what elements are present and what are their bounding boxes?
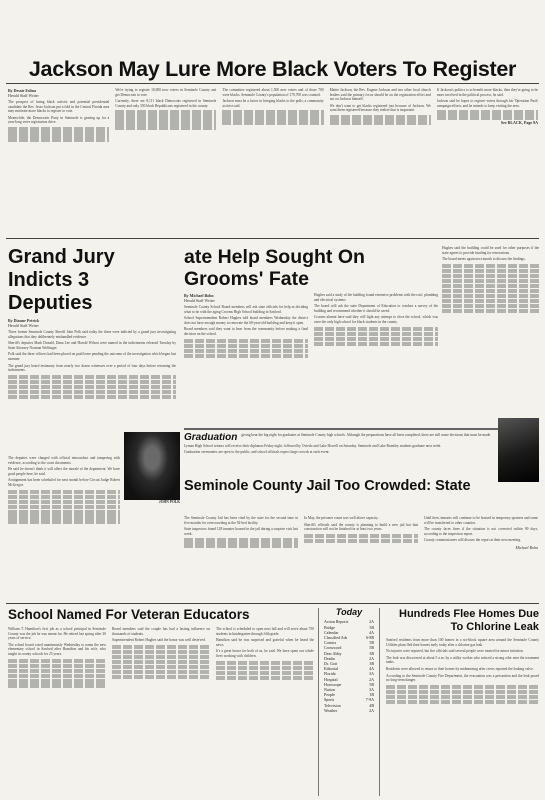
chlorine-paragraph: No injuries were reported, but fire officials said several people were treated for minor irritation. bbox=[386, 649, 524, 654]
lead-column-1 bbox=[8, 88, 109, 234]
index-section: Television bbox=[324, 702, 341, 708]
state-help-headline: ate Help Sought On Grooms' Fate bbox=[184, 246, 365, 290]
jail-column-1 bbox=[184, 516, 298, 600]
index-section: Dear Abby bbox=[324, 650, 342, 656]
lead-paragraph: Jackson must be a factor in bringing blacks to the polls, a community activist said. bbox=[222, 99, 324, 108]
index-page: 3A bbox=[369, 687, 374, 693]
index-section: Bridge bbox=[324, 624, 335, 630]
lead-story bbox=[6, 58, 539, 81]
lead-paragraph: We're trying to register 10,000 new voters in Seminole County and get Democrats to vote. bbox=[115, 88, 217, 97]
jury-paragraph: Polk said the three officers had been placed on paid leave pending the outcome of the investigation which began last summer. bbox=[8, 352, 176, 361]
state-help-paragraph: Seminole County School Board members will ask state officials for help in deciding what to do with the aging Crooms High School building in Sanford. bbox=[184, 305, 308, 314]
state-help-paragraph: The board meets again next month to discuss the findings. bbox=[442, 257, 526, 262]
jury-body-lower bbox=[8, 456, 120, 596]
jail-paragraph: Until then, inmates will continue to be housed in temporary quarters and some will be transferred to other counties. bbox=[424, 516, 538, 525]
jail-credit: Michael Bohn bbox=[515, 544, 538, 550]
jury-paragraph: He said he doesn't think it will affect the morale of the department. We have good people here, he said. bbox=[8, 467, 120, 476]
index-page: 2A bbox=[369, 676, 374, 682]
index-page: 3B bbox=[369, 661, 374, 667]
chlorine-headline-block bbox=[384, 608, 539, 634]
lead-rule bbox=[0, 83, 545, 84]
index-section: Horoscope bbox=[324, 681, 342, 687]
jail-paragraph: County commissioners will discuss the report at their next meeting. bbox=[424, 538, 522, 543]
lead-continued: See BLACK, Page 9A bbox=[500, 120, 538, 126]
index-section: Deaths bbox=[324, 655, 336, 661]
jail-headline: Seminole County Jail Too Crowded: State bbox=[184, 478, 471, 494]
lead-paragraph: If Jackson's politics is to benefit more blacks, then they're going to be more involved in the political process, he said. bbox=[436, 88, 538, 97]
state-help-paragraph: Hughes said a study of the building found extensive problems with the roof, plumbing and electrical systems. bbox=[314, 293, 438, 302]
index-section: Calendar bbox=[324, 629, 339, 635]
index-row bbox=[322, 708, 376, 713]
jury-headline-block bbox=[8, 246, 120, 315]
jail-paragraph: In May, the prisoner count was well above capacity. bbox=[304, 516, 379, 520]
index-page: 5B bbox=[369, 640, 374, 646]
jail-paragraph: State inspectors found 128 inmates housed in the jail during a surprise visit last week. bbox=[184, 527, 298, 536]
lead-byline-org: Herald Staff Writer bbox=[8, 93, 39, 98]
index-table bbox=[322, 619, 376, 713]
lead-column-5 bbox=[437, 88, 538, 234]
graduation-paragraph: giving hear the big night for graduates at Seminole County high schools. Although the preparations have all been completed, there are still some decisions that must be made. bbox=[241, 433, 492, 437]
jury-paragraph: Arraignment has been scheduled for next month before Circuit Judge Robert McGregor. bbox=[8, 478, 120, 487]
jail-column-2 bbox=[304, 516, 418, 600]
graduation-photo bbox=[498, 418, 539, 482]
index-section: Dr. Gott bbox=[324, 661, 338, 667]
jury-paragraph: The grand jury heard testimony from nearly two dozen witnesses over a period of four days before returning the indictments. bbox=[8, 363, 176, 373]
lead-byline: By Dessie Eslina bbox=[8, 88, 37, 93]
state-help-paragraph: Crooms alumni have said they will fight any attempt to close the school, which was once the only high school for black students in the county. bbox=[314, 315, 438, 324]
lead-paragraph: We don't want to get blacks registered just because of Jackson. We want them registered because they realize that is important. bbox=[329, 103, 431, 113]
school-paragraph: It's a great honor for both of us, he said. We have spent our whole lives working with children. bbox=[216, 649, 314, 658]
chlorine-paragraph: The leak was discovered at about 5 a.m. by a utility worker who noticed a strong odor near the treatment tanks. bbox=[386, 655, 539, 665]
index-section: Crossword bbox=[324, 645, 342, 651]
jury-photo-caption: JOHN POLK bbox=[158, 500, 180, 504]
index-page: 3B bbox=[369, 650, 374, 656]
school-paragraph: The school is scheduled to open next fall and will serve about 750 students in kindergarten through fifth grade. bbox=[216, 627, 314, 636]
index-page: 5B bbox=[369, 645, 374, 651]
index-page: 4A bbox=[369, 666, 374, 672]
graduation-paragraph: Graduation ceremonies are open to the public, and school officials expect large crowds at each event. bbox=[184, 450, 330, 455]
jury-photo bbox=[124, 432, 180, 508]
index-page: 2A bbox=[369, 619, 374, 625]
school-column-3 bbox=[216, 627, 314, 795]
jury-paragraph: Three former Seminole County Sheriff John Polk said today the three were indicted by a grand jury investigating allegations that they deliberately mishandled evidence. bbox=[8, 330, 176, 339]
index-section: People bbox=[324, 692, 335, 698]
lead-paragraph: Currently, there are 8,111 black Democrats registered in Seminole County and only 350 black Republicans registered in the county. bbox=[115, 99, 217, 108]
school-column-2 bbox=[112, 627, 210, 795]
chlorine-paragraph: Residents were allowed to return to their homes by midmorning after crews repaired the leaking valve. bbox=[386, 666, 534, 671]
sheriff-photo bbox=[124, 432, 180, 500]
school-headline-block bbox=[8, 608, 308, 622]
jail-paragraph: Sheriff's officials said the county is planning to build a new jail but that construction will not be finished for at least two years. bbox=[304, 522, 418, 532]
state-help-body bbox=[184, 293, 438, 428]
jury-paragraph: Sheriff's deputies Mark Donald, Dana Lee and Harold Wilson were named in the indictments released Tuesday by State Attorney Norman Wolfinger. bbox=[8, 341, 176, 350]
state-help-column-2 bbox=[314, 293, 438, 428]
index-section: Nation bbox=[324, 687, 335, 693]
section-divider bbox=[6, 238, 539, 239]
index-section: Hospital bbox=[324, 676, 338, 682]
school-paragraph: Hamilton said he was surprised and grateful when he heard the news. bbox=[216, 638, 314, 647]
graduation-rule bbox=[184, 428, 539, 430]
index-page: 1B bbox=[369, 692, 374, 698]
school-paragraph: The school board voted unanimously Wednesday to name the new elementary school in Sanford after Hamilton and his wife, who taught in county schools for 25 years. bbox=[8, 642, 106, 656]
jury-byline-org: Herald Staff Writer bbox=[8, 323, 39, 328]
index-page: 2A bbox=[369, 707, 374, 713]
index-section: Editorial bbox=[324, 666, 338, 672]
graduation-paragraph: Lyman High School seniors will receive their diplomas Friday night, followed by Oviedo and Lake Howell on Saturday. Seminole and Lake Brantley students graduate next week. bbox=[184, 443, 442, 448]
lead-column-4 bbox=[330, 88, 431, 234]
school-paragraph: Superintendent Robert Hughes said the honor was well deserved. bbox=[112, 638, 206, 643]
lead-paragraph: Jackson said he hopes to register voters through his 'Operation Push' campaign efforts, and he intends to keep visiting the area. bbox=[436, 99, 538, 108]
state-help-byline-org: Herald Staff Writer bbox=[184, 298, 215, 303]
state-help-paragraph: The board will ask the state Department of Education to conduct a survey of the building and recommend whether it should be saved. bbox=[314, 304, 438, 313]
state-help-paragraph: Board members said they want to hear from the community before making a final decision on the school. bbox=[184, 327, 308, 336]
chlorine-paragraph: According to the Seminole County Fire Department, the evacuation was a precaution and the leak posed no long-term danger. bbox=[386, 673, 539, 683]
lead-body bbox=[8, 88, 538, 234]
lead-headline: Jackson May Lure More Black Voters To Register bbox=[28, 57, 517, 81]
school-paragraph: Board members said the couple has had a lasting influence on thousands of students. bbox=[112, 627, 210, 636]
lead-paragraph: Mattie Jackson, the Rev. Eugene Jackson and two other local church leaders said the primary focus should be on the registration effort and not on Jackson himself. bbox=[329, 88, 431, 102]
index-heading: Today bbox=[335, 608, 363, 617]
index-page: 6-8B bbox=[366, 635, 374, 641]
jail-column-3 bbox=[424, 516, 538, 600]
school-paragraph: William T. Hamilton's first job as a school principal in Seminole County was the job he was meant for. He retired last spring after 30 years of service. bbox=[8, 627, 106, 641]
state-help-paragraph: Hughes said the building could be used for other purposes if the state agrees to provide funding for renovations. bbox=[442, 246, 539, 255]
lead-paragraph: Meanwhile, the Democratic Party in Seminole is gearing up for a year-long voter registration drive. bbox=[8, 115, 110, 125]
index-section: Comics bbox=[324, 640, 337, 646]
state-help-byline: By Michael Bohn bbox=[184, 293, 214, 298]
index-section: Sports bbox=[324, 697, 335, 703]
index-page: 5B bbox=[369, 624, 374, 630]
lead-column-3 bbox=[222, 88, 323, 234]
jail-paragraph: The Seminole County Jail has been cited by the state for the second time in five months for overcrowding at the 92-bed facility. bbox=[184, 516, 298, 525]
jail-headline-block bbox=[184, 478, 494, 495]
state-help-column-1 bbox=[184, 293, 308, 428]
index-page: 7-9A bbox=[365, 697, 374, 703]
index-section: Action Reports bbox=[324, 619, 349, 625]
index-page: 3A bbox=[369, 671, 374, 677]
index-section: Classified Ads bbox=[324, 635, 348, 641]
state-help-paragraph: School Superintendent Robert Hughes told board members Wednesday the district does not have enough money to renovate the 60-year-old building and keep it open. bbox=[184, 316, 308, 325]
index-page: 4A bbox=[369, 629, 374, 635]
lead-column-2 bbox=[115, 88, 216, 234]
jury-paragraph: The deputies were charged with official misconduct and tampering with evidence, according to the court documents. bbox=[8, 456, 120, 465]
graduation-block bbox=[184, 433, 494, 475]
chlorine-headline: Hundreds Flee Homes Due To Chlorine Leak bbox=[399, 608, 539, 633]
school-body bbox=[8, 627, 314, 795]
state-help-side-column bbox=[442, 246, 539, 414]
graduation-title: Graduation bbox=[184, 433, 238, 443]
jail-body bbox=[184, 516, 538, 600]
index-section: Weather bbox=[324, 707, 338, 713]
section-divider bbox=[6, 603, 539, 604]
state-help-headline-block bbox=[184, 246, 438, 290]
lead-paragraph: The committee registered about 1,500 new voters and of those 700 were blacks. Seminole County's population of 179,700 was counted. bbox=[222, 88, 324, 97]
school-column-1 bbox=[8, 627, 106, 795]
jail-paragraph: The county faces fines if the situation is not corrected within 90 days, according to the inspection report. bbox=[424, 527, 538, 536]
index-page: 4B bbox=[369, 702, 374, 708]
index-box bbox=[318, 608, 380, 796]
chlorine-body bbox=[386, 638, 539, 796]
index-page: 5B bbox=[369, 681, 374, 687]
jury-byline: By Dianne Petrick bbox=[8, 318, 40, 323]
chlorine-paragraph: Sanford residents from more than 100 homes in a six-block square area around the Seminole County Utilities plant fled their homes early today after a chlorine gas leak. bbox=[386, 638, 539, 647]
lead-paragraph: The prospect of luring black activist and potential presidential candidate the Rev. Jesse Jackson put a fold in the Central Florida area may motivate more blacks to register to vote. bbox=[8, 100, 110, 114]
index-section: Florida bbox=[324, 671, 336, 677]
school-headline: School Named For Veteran Educators bbox=[8, 607, 250, 622]
jury-headline: Grand Jury Indicts 3 Deputies bbox=[8, 246, 115, 314]
index-page: 2A bbox=[369, 655, 374, 661]
